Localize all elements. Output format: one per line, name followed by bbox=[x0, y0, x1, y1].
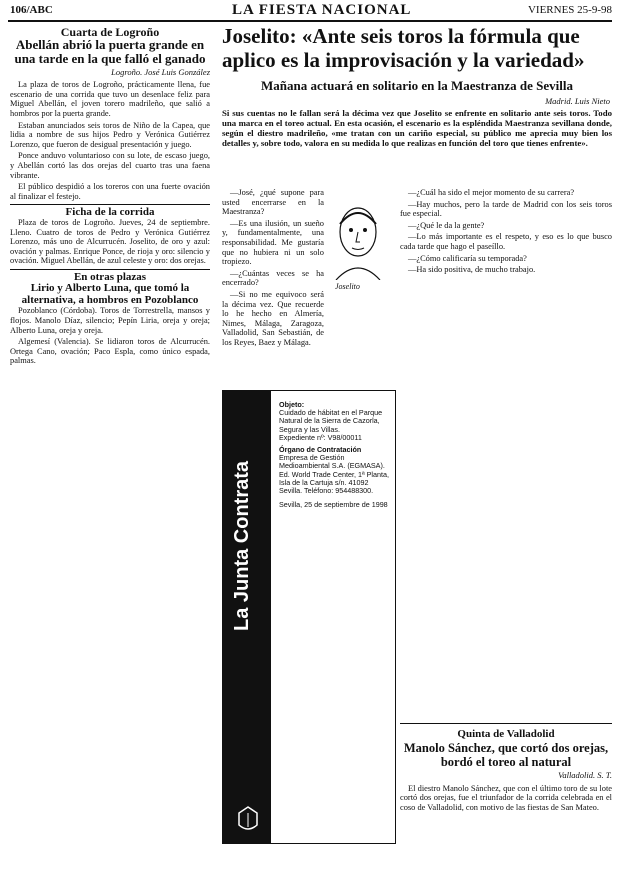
junta-ad bbox=[222, 390, 396, 844]
header-rule bbox=[8, 20, 612, 22]
interview-line: —Hay muchos, pero la tarde de Madrid con los seis toros fue especial. bbox=[400, 199, 612, 219]
ficha-text: Plaza de toros de Logroño. Jueves, 24 de septiembre. Lleno. Cuatro de toros de Pedro y Verónica Gutiérrez Lorenzo, más uno de Alcurrucén. Joselito, de oro y azul: ovación y palmas. Enrique Ponce, de rioja y oro: silencio y ovación. Miguel Abellán, de azul celeste y oro: dos orejas. bbox=[10, 217, 210, 266]
divider bbox=[10, 269, 210, 270]
interview-line: —¿Cuántas veces se ha encerrado? bbox=[222, 268, 324, 288]
junta-logo-icon bbox=[237, 805, 259, 835]
divider bbox=[400, 723, 612, 724]
ad-objeto-label: Objeto: bbox=[279, 400, 305, 409]
joselito-portrait bbox=[328, 198, 388, 280]
valladolid-column bbox=[400, 720, 612, 814]
ad-fecha: Sevilla, 25 de septiembre de 1998 bbox=[279, 500, 388, 510]
divider bbox=[10, 204, 210, 205]
valladolid-byline: Valladolid. S. T. bbox=[558, 770, 612, 780]
main-headline: Joselito: «Ante seis toros la fórmula que aplico es la improvisación y la variedad» bbox=[222, 24, 585, 72]
left-paragraph: Ponce anduvo voluntarioso con su lote, de escaso juego, y Abellán cortó las dos orejas del cuarto tras una faena vibrante. bbox=[10, 151, 210, 180]
interview-line: —¿Qué le da la gente? bbox=[408, 220, 485, 230]
interview-line: —Ha sido positiva, de mucho trabajo. bbox=[408, 265, 536, 275]
main-byline: Madrid. Luis Nieto bbox=[545, 96, 610, 106]
left-paragraph: El público despidió a los toreros con una fuerte ovación al finalizar el festejo. bbox=[10, 182, 210, 201]
ad-body bbox=[279, 397, 391, 509]
ad-organo-label: Órgano de Contratación bbox=[279, 445, 362, 455]
main-column-2 bbox=[400, 188, 612, 277]
interview-line: —Si no me equivoco será la décima vez. Que recuerde lo he hecho en Almería, Nimes, Málaga, Zaragoza, Valladolid, San Sebastián, de los Reyes, Baez y Málaga. bbox=[222, 289, 324, 347]
main-subtitle: Mañana actuará en solitario en la Maestranza de Sevilla bbox=[261, 78, 573, 93]
left-byline: Logroño. José Luis González bbox=[111, 66, 210, 77]
interview-line: —Es una ilusión, un sueño y, fundamentalmente, una responsabilidad. Me gustaría que no hubiera ni un solo tropiezo. bbox=[222, 218, 324, 267]
ad-band bbox=[223, 391, 271, 843]
interview-line: —José, ¿qué supone para usted encerrarse en la Maestranza? bbox=[222, 188, 324, 217]
issue-date: VIERNES 25-9-98 bbox=[527, 4, 612, 16]
page-folio: 106/ABC bbox=[10, 4, 53, 16]
ad-organo: Empresa de Gestión Medioambiental S.A. (EGMASA). Ed. World Trade Center, 1ª Planta, Isla de la Cartuja s/n. 41092 Sevilla. Teléfono: 954488300. bbox=[279, 453, 389, 496]
valladolid-kicker: Quinta de Valladolid bbox=[457, 728, 555, 740]
ad-band-text: La Junta Contrata bbox=[231, 460, 253, 631]
otras-item: Algemesí (Valencia). Se lidiaron toros de Alcurrucén. Ortega Cano, ovación; Paco Espla, como único espada, palmas. bbox=[10, 337, 210, 366]
left-headline: Abellán abrió la puerta grande en una tarde en la que falló el ganado bbox=[14, 36, 206, 66]
interview-line: —¿Cómo calificaría su temporada? bbox=[408, 253, 527, 263]
otras-headline: Lirio y Alberto Luna, que tomó la alternativa, a hombros en Pozoblanco bbox=[21, 282, 199, 307]
portrait-caption: Joselito bbox=[335, 282, 360, 291]
main-column-1 bbox=[222, 188, 324, 350]
valladolid-text: El diestro Manolo Sánchez, que con el último toro de su lote cortó dos orejas, fue el triunfador de la corrida celebrada en el coso de Valladolid, con motivo de las fiestas de San Mateo. bbox=[400, 783, 612, 812]
left-paragraph: Estaban anunciados seis toros de Niño de la Capea, que lidia a nombre de sus hijos Pedro y Verónica Gutiérrez Lorenzo, que fueron de desigual presentación y juego. bbox=[10, 120, 210, 149]
left-column bbox=[10, 25, 210, 368]
valladolid-headline: Manolo Sánchez, que cortó dos orejas, bordó el toreo al natural bbox=[403, 741, 609, 769]
interview-line: —Lo más importante es el respeto, y eso es lo que busco cada tarde que hago el paseíllo. bbox=[400, 232, 612, 251]
otras-title: En otras plazas bbox=[73, 270, 147, 283]
left-kicker: Cuarta de Logroño bbox=[60, 25, 160, 39]
ad-objeto: Cuidado de hábitat en el Parque Natural de la Sierra de Cazorla, Segura y las Villas. bbox=[279, 408, 383, 434]
left-paragraph: La plaza de toros de Logroño, prácticamente llena, fue escenario de una corrida que tuvo un desenlace feliz para Miguel Abellán, el joven torero madrileño, que salió a hombros por la puerta grande. bbox=[10, 80, 210, 118]
otras-item: Pozoblanco (Córdoba). Toros de Torrestrella, mansos y flojos. Manolo Díaz, silencio; Pepín Liria, oreja y oreja; Alberto Luna, oreja y oreja. bbox=[10, 306, 210, 335]
main-lead: Si sus cuentas no le fallan será la décima vez que Joselito se enfrente en solitario ante seis toros. Todo una marca en el toreo actual. En esta ocasión, el escenario es la espléndida Maestranza sevillana donde, según el diestro madrileño, «me tratan con un cariño especial, su público me aprecia muy bien los detalles y, sobre todo, valora en su medida lo que realizas en función del toro que tienes enfrente». bbox=[222, 108, 612, 148]
section-title: LA FIESTA NACIONAL bbox=[232, 2, 412, 18]
ad-expediente: Expediente nº: V98/00011 bbox=[279, 432, 362, 442]
ficha-title: Ficha de la corrida bbox=[65, 206, 155, 219]
interview-line: —¿Cuál ha sido el mejor momento de su carrera? bbox=[408, 188, 575, 197]
